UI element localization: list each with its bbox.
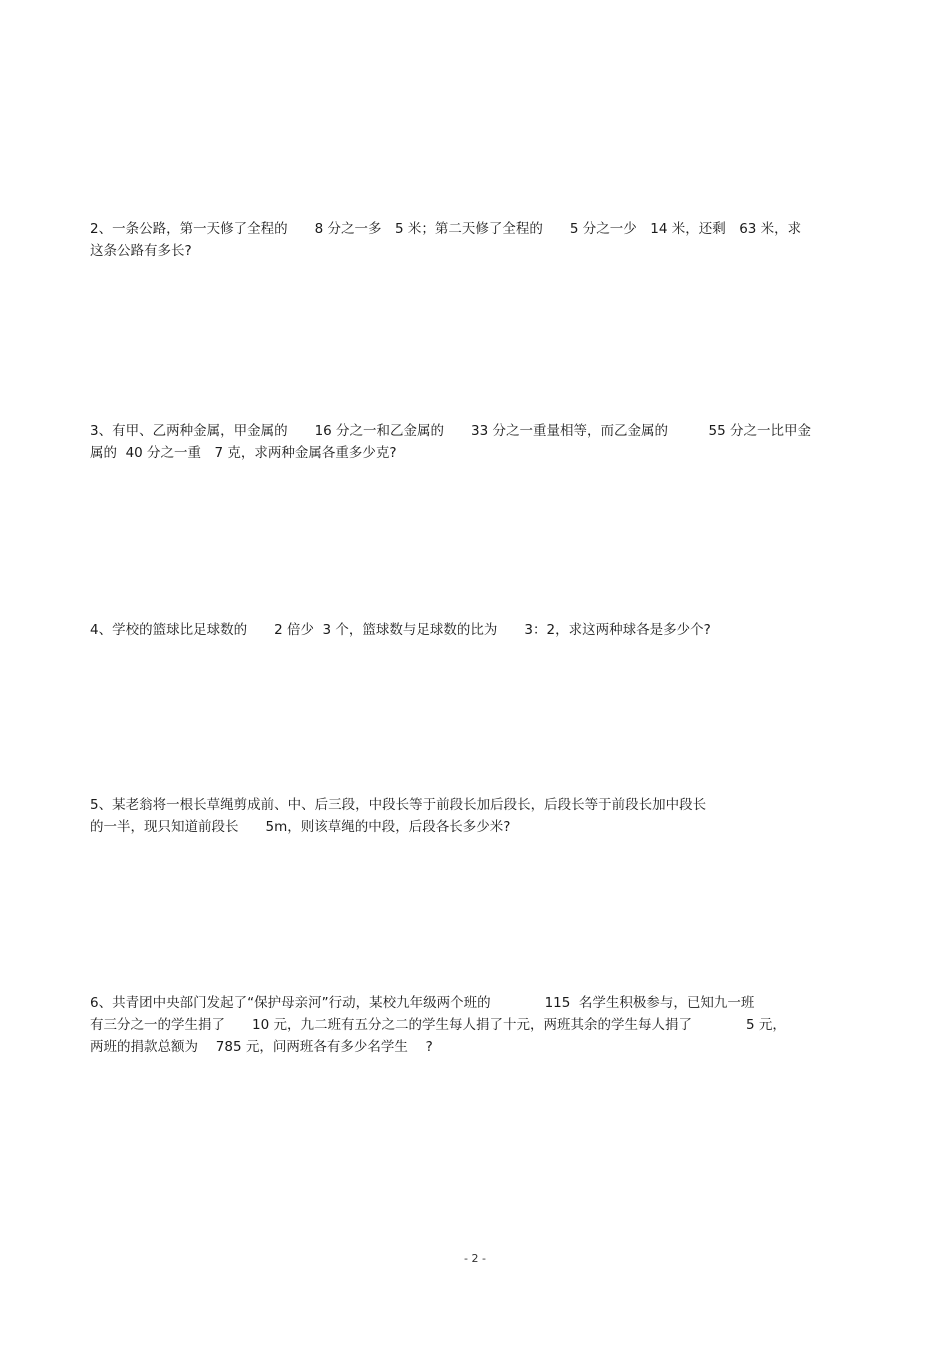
problem-6 — [90, 992, 860, 1058]
problem-4-line-1: 4、学校的篮球比足球数的 2 倍少 3 个，篮球数与足球数的比为 3：2，求这两种球各是多少个? — [90, 622, 711, 638]
problem-2-line-1: 2、一条公路，第一天修了全程的 8 分之一多 5 米；第二天修了全程的 5 分之一少 14 米，还剩 63 米，求 — [90, 221, 802, 237]
problem-6-line-1: 6、共青团中央部门发起了“保护母亲河”行动，某校九年级两个班的 115 名学生积极参与，已知九一班 — [90, 995, 755, 1011]
problem-5-line-1: 5、某老翁将一根长草绳剪成前、中、后三段，中段长等于前段长加后段长，后段长等于前段长加中段长 — [90, 797, 707, 813]
problem-5-line-2: 的一半，现只知道前段长 5m，则该草绳的中段，后段各长多少米? — [90, 819, 511, 835]
problem-5 — [90, 794, 860, 838]
problem-6-line-2: 有三分之一的学生捐了 10 元，九二班有五分之二的学生每人捐了十元，两班其余的学生每人捐了 5 元， — [90, 1017, 786, 1033]
problem-2 — [90, 218, 860, 262]
problem-4 — [90, 619, 860, 641]
problem-3-line-1: 3、有甲、乙两种金属，甲金属的 16 分之一和乙金属的 33 分之一重量相等，而乙金属的 55 分之一比甲金 — [90, 423, 811, 439]
problem-2-line-2: 这条公路有多长? — [90, 243, 192, 259]
problem-3 — [90, 420, 860, 464]
page-number: - 2 - — [464, 1252, 486, 1265]
problem-6-line-3: 两班的捐款总额为 785 元，问两班各有多少名学生 ? — [90, 1039, 433, 1055]
problem-3-line-2: 属的 40 分之一重 7 克，求两种金属各重多少克? — [90, 445, 397, 461]
